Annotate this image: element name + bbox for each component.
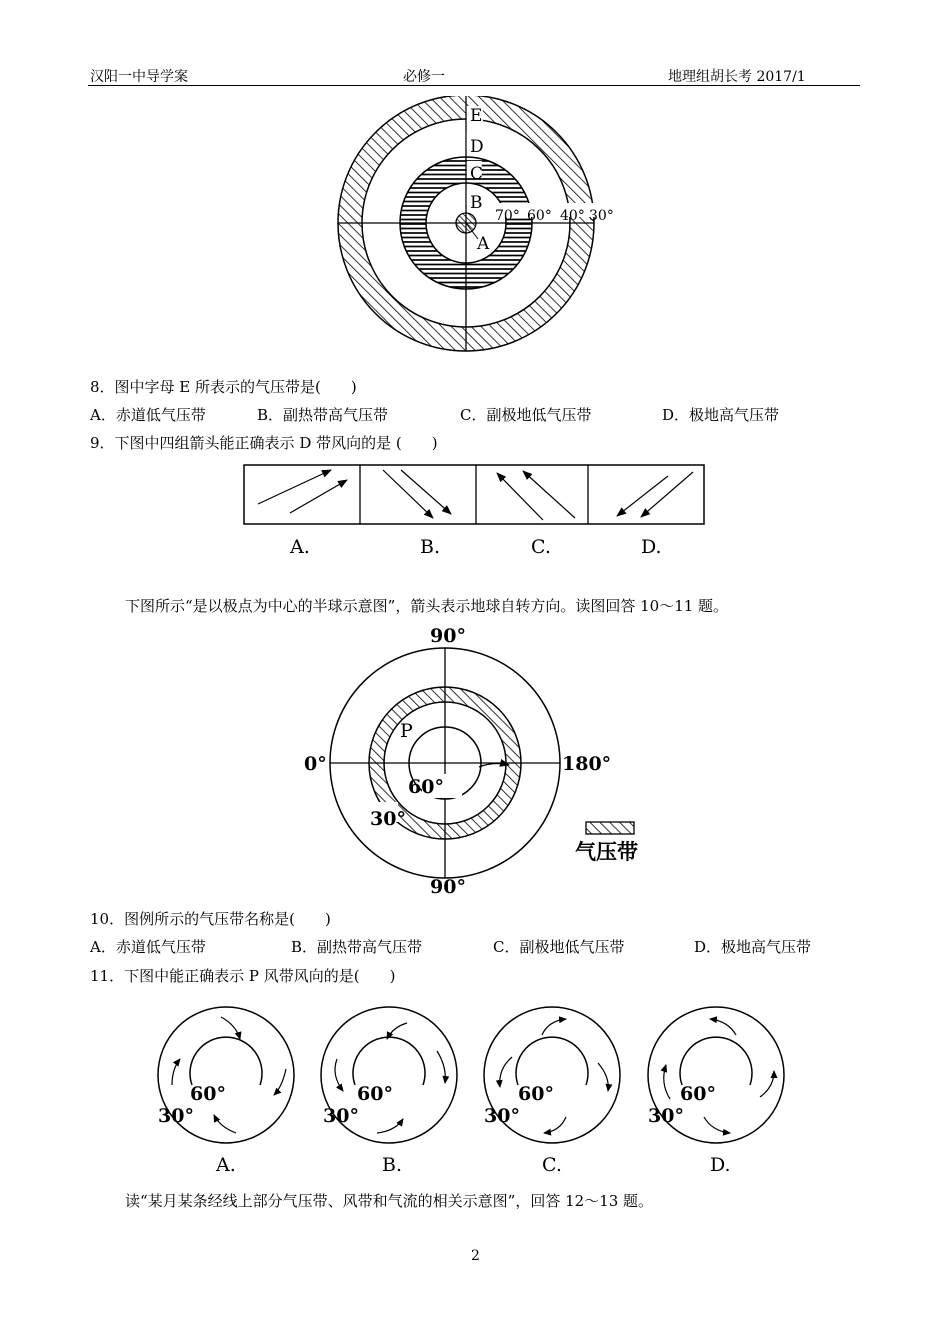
q10-option-b: B．副热带高气压带 (291, 938, 423, 956)
q11-a-inner-degree: 60° (190, 1083, 226, 1105)
figure-arrow-options (243, 464, 708, 559)
arrow-group-c (497, 471, 575, 520)
figure-pressure-belts (330, 96, 620, 356)
q10-option-d: D．极地高气压带 (694, 938, 812, 956)
q11-label-b: B. (382, 1154, 403, 1176)
fig1-deg-30: 30° (589, 208, 614, 224)
figure-wind-options (150, 1000, 800, 1180)
fig1-label-d: D (470, 137, 484, 157)
intro-paragraph-12-13: 读“某月某条经线上部分气压带、风带和气流的相关示意图”，回答 12～13 题。 (125, 1192, 654, 1210)
fig2-top-label: 90° (430, 625, 466, 647)
q11-label-c: C. (542, 1154, 562, 1176)
question-11-stem: 11．下图中能正确表示 P 风带风向的是( ) (90, 967, 396, 985)
arrow-group-a (258, 470, 347, 513)
q9-label-b: B. (420, 536, 441, 558)
q8-option-c: C．副极地低气压带 (460, 406, 592, 424)
q9-label-c: C. (531, 536, 551, 558)
q11-d-outer-degree: 30° (648, 1105, 684, 1127)
fig1-label-b: B (470, 193, 483, 213)
q11-c-inner-degree: 60° (518, 1083, 554, 1105)
q8-option-b: B．副热带高气压带 (257, 406, 389, 424)
q10-option-a: A．赤道低气压带 (90, 938, 206, 956)
arrow-group-d (617, 472, 693, 517)
fig2-inner-degree: 60° (408, 776, 444, 798)
header-left: 汉阳一中导学案 (90, 69, 188, 85)
q11-b-inner-degree: 60° (357, 1083, 393, 1105)
fig1-deg-40: 40° (560, 208, 585, 224)
fig2-bottom-label: 90° (430, 876, 466, 898)
figure-hemisphere (300, 622, 680, 902)
q9-label-d: D. (641, 536, 662, 558)
q10-option-c: C．副极地低气压带 (493, 938, 625, 956)
q11-label-a: A. (216, 1154, 236, 1176)
fig1-deg-70: 70° (495, 208, 520, 224)
header-center: 必修一 (403, 69, 445, 85)
q8-option-d: D．极地高气压带 (662, 406, 780, 424)
q8-option-a: A．赤道低气压带 (90, 406, 206, 424)
q11-d-inner-degree: 60° (680, 1083, 716, 1105)
fig2-p-label: P (400, 720, 413, 742)
header-right: 地理组胡长考 2017/1 (668, 69, 806, 85)
fig2-outer-degree: 30° (370, 808, 406, 830)
q9-label-a: A. (290, 536, 310, 558)
fig2-right-label: 180° (562, 753, 612, 775)
fig1-label-e: E (470, 106, 483, 126)
q11-c-outer-degree: 30° (484, 1105, 520, 1127)
header-rule (88, 85, 860, 86)
page-number: 2 (471, 1248, 480, 1264)
q11-label-d: D. (710, 1154, 731, 1176)
question-9-stem: 9．下图中四组箭头能正确表示 D 带风向的是 ( ) (90, 434, 438, 452)
fig2-left-label: 0° (304, 753, 327, 775)
fig1-label-c: C (470, 164, 484, 184)
intro-paragraph-10-11: 下图所示“是以极点为中心的半球示意图”，箭头表示地球自转方向。读图回答 10～11 题。 (125, 597, 729, 615)
arrow-group-b (383, 470, 451, 518)
fig1-label-a: A (477, 234, 490, 254)
q11-a-outer-degree: 30° (158, 1105, 194, 1127)
fig1-deg-60: 60° (527, 208, 552, 224)
question-8-stem: 8．图中字母 E 所表示的气压带是( ) (90, 378, 357, 396)
legend-label: 气压带 (575, 839, 638, 864)
legend-swatch (586, 822, 634, 834)
question-10-stem: 10．图例所示的气压带名称是( ) (90, 910, 331, 928)
q11-b-outer-degree: 30° (323, 1105, 359, 1127)
